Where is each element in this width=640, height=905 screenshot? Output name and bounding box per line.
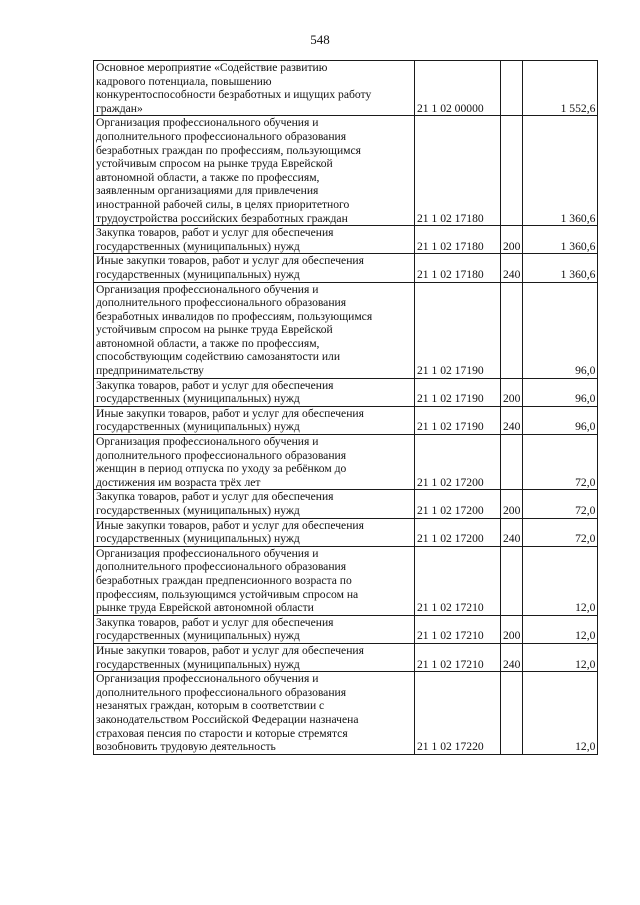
row-expense-type-cell: 240 — [501, 254, 523, 282]
row-amount-cell: 96,0 — [523, 378, 598, 406]
row-amount-cell: 12,0 — [523, 546, 598, 615]
row-name-line: Закупка товаров, работ и услуг для обеспечения — [96, 490, 334, 504]
row-expense-type-cell — [501, 61, 523, 116]
row-name-line: Организация профессионального обучения и — [96, 116, 319, 130]
row-amount-cell: 72,0 — [523, 518, 598, 546]
row-name-cell — [94, 546, 415, 615]
row-expense-type-cell: 200 — [501, 378, 523, 406]
row-name-cell — [94, 406, 415, 434]
row-code-cell: 21 1 02 17180 — [415, 116, 501, 226]
row-name-line: Закупка товаров, работ и услуг для обеспечения — [96, 615, 334, 629]
table-row — [94, 490, 598, 518]
row-name-line: Организация профессионального обучения и — [96, 672, 319, 686]
row-name-line: государственных (муниципальных) нужд — [96, 239, 300, 253]
table-row — [94, 61, 598, 116]
row-name-line: Иные закупки товаров, работ и услуг для обеспечения — [96, 254, 364, 268]
row-name-cell — [94, 490, 415, 518]
table-row — [94, 254, 598, 282]
row-name-line: Закупка товаров, работ и услуг для обеспечения — [96, 378, 334, 392]
row-name-line: иностранной рабочей силы, в целях приоритетного — [96, 197, 350, 211]
row-amount-cell: 72,0 — [523, 435, 598, 490]
row-name-line: Организация профессионального обучения и — [96, 282, 319, 296]
row-name-line: способствующим содействию самозанятости или — [96, 350, 341, 364]
row-code-cell: 21 1 02 17180 — [415, 254, 501, 282]
row-expense-type-cell — [501, 546, 523, 615]
table-row — [94, 546, 598, 615]
row-name-line: безработных граждан по профессиям, пользующимся — [96, 143, 361, 157]
row-name-line: Иные закупки товаров, работ и услуг для обеспечения — [96, 406, 364, 420]
row-name-line: государственных (муниципальных) нужд — [96, 629, 300, 643]
row-amount-cell: 12,0 — [523, 615, 598, 643]
row-code-cell: 21 1 02 17190 — [415, 406, 501, 434]
row-name-line: устойчивым спросом на рынке труда Еврейской — [96, 157, 333, 171]
row-amount-cell: 1 360,6 — [523, 226, 598, 254]
row-name-cell — [94, 518, 415, 546]
row-amount-cell: 96,0 — [523, 282, 598, 378]
table-row — [94, 615, 598, 643]
row-name-line: дополнительного профессионального образования — [96, 296, 347, 310]
row-name-line: Организация профессионального обучения и — [96, 546, 319, 560]
row-name-line: страховая пенсия по старости и которые стремятся — [96, 726, 348, 740]
row-amount-cell: 96,0 — [523, 406, 598, 434]
table-row — [94, 282, 598, 378]
row-name-line: трудоустройства российских безработных граждан — [96, 211, 348, 225]
row-code-cell: 21 1 02 17200 — [415, 518, 501, 546]
row-code-cell: 21 1 02 17210 — [415, 546, 501, 615]
row-name-line: дополнительного профессионального образования — [96, 129, 347, 143]
row-expense-type-cell: 200 — [501, 615, 523, 643]
budget-table-body — [94, 61, 598, 755]
table-row — [94, 518, 598, 546]
row-name-line: возобновить трудовую деятельность — [96, 740, 276, 754]
row-name-line: дополнительного профессионального образования — [96, 685, 347, 699]
table-row — [94, 226, 598, 254]
row-expense-type-cell: 240 — [501, 518, 523, 546]
row-code-cell: 21 1 02 17220 — [415, 672, 501, 755]
row-code-cell: 21 1 02 17200 — [415, 490, 501, 518]
row-name-cell — [94, 61, 415, 116]
row-name-cell — [94, 226, 415, 254]
row-expense-type-cell: 240 — [501, 643, 523, 671]
row-name-line: Иные закупки товаров, работ и услуг для обеспечения — [96, 518, 364, 532]
row-name-line: достижения им возраста трёх лет — [96, 475, 261, 489]
row-name-cell — [94, 615, 415, 643]
row-name-line: автономной области, а также по профессиям, — [96, 170, 320, 184]
row-amount-cell: 12,0 — [523, 672, 598, 755]
row-name-cell — [94, 643, 415, 671]
row-name-line: дополнительного профессионального образования — [96, 560, 347, 574]
row-name-line: дополнительного профессионального образования — [96, 448, 347, 462]
row-name-line: конкурентоспособности безработных и ищущих работу — [96, 88, 372, 102]
row-name-line: Основное мероприятие «Содействие развитию — [96, 61, 328, 74]
row-name-line: безработных инвалидов по профессиям, пользующимся — [96, 309, 373, 323]
row-code-cell: 21 1 02 17210 — [415, 615, 501, 643]
row-code-cell: 21 1 02 17210 — [415, 643, 501, 671]
row-code-cell: 21 1 02 17200 — [415, 435, 501, 490]
row-name-line: кадрового потенциала, повышению — [96, 74, 272, 88]
row-name-line: государственных (муниципальных) нужд — [96, 267, 300, 281]
row-expense-type-cell — [501, 672, 523, 755]
table-row — [94, 406, 598, 434]
row-code-cell: 21 1 02 17190 — [415, 378, 501, 406]
row-expense-type-cell — [501, 116, 523, 226]
row-name-cell — [94, 672, 415, 755]
table-row — [94, 672, 598, 755]
row-amount-cell: 12,0 — [523, 643, 598, 671]
page-number: 548 — [310, 32, 330, 47]
table-row — [94, 435, 598, 490]
row-name-line: безработных граждан предпенсионного возраста по — [96, 573, 352, 587]
row-name-line: женщин в период отпуска по уходу за ребёнком до — [96, 462, 347, 476]
row-name-line: рынке труда Еврейской автономной области — [96, 601, 314, 615]
row-expense-type-cell: 200 — [501, 490, 523, 518]
row-name-line: Закупка товаров, работ и услуг для обеспечения — [96, 226, 334, 240]
row-name-line: устойчивым спросом на рынке труда Еврейской — [96, 323, 333, 337]
row-name-cell — [94, 116, 415, 226]
row-name-line: государственных (муниципальных) нужд — [96, 504, 300, 517]
table-row — [94, 378, 598, 406]
table-row — [94, 643, 598, 671]
row-name-line: заявленным организациями для привлечения — [96, 184, 319, 198]
row-name-line: государственных (муниципальных) нужд — [96, 420, 300, 434]
row-expense-type-cell: 240 — [501, 406, 523, 434]
row-code-cell: 21 1 02 17190 — [415, 282, 501, 378]
row-name-cell — [94, 282, 415, 378]
row-name-line: профессиям, пользующимся устойчивым спросом на — [96, 587, 359, 601]
row-name-line: государственных (муниципальных) нужд — [96, 392, 300, 406]
row-name-line: автономной области, а также по профессиям, — [96, 336, 320, 350]
row-code-cell: 21 1 02 00000 — [415, 61, 501, 116]
budget-table — [93, 60, 598, 755]
row-name-line: предпринимательству — [96, 364, 204, 378]
row-name-cell — [94, 378, 415, 406]
row-name-line: Иные закупки товаров, работ и услуг для обеспечения — [96, 643, 364, 657]
row-amount-cell: 1 360,6 — [523, 254, 598, 282]
row-expense-type-cell — [501, 435, 523, 490]
row-amount-cell: 72,0 — [523, 490, 598, 518]
table-row — [94, 116, 598, 226]
row-name-line: государственных (муниципальных) нужд — [96, 532, 300, 546]
row-name-line: законодательством Российской Федерации назначена — [96, 712, 359, 726]
row-amount-cell: 1 552,6 — [523, 61, 598, 116]
row-name-line: граждан» — [96, 101, 143, 115]
row-code-cell: 21 1 02 17180 — [415, 226, 501, 254]
row-name-line: Организация профессионального обучения и — [96, 435, 319, 449]
row-name-cell — [94, 435, 415, 490]
row-name-line: государственных (муниципальных) нужд — [96, 657, 300, 671]
row-name-cell — [94, 254, 415, 282]
row-amount-cell: 1 360,6 — [523, 116, 598, 226]
row-expense-type-cell: 200 — [501, 226, 523, 254]
row-expense-type-cell — [501, 282, 523, 378]
row-name-line: незанятых граждан, которым в соответствии с — [96, 699, 325, 713]
